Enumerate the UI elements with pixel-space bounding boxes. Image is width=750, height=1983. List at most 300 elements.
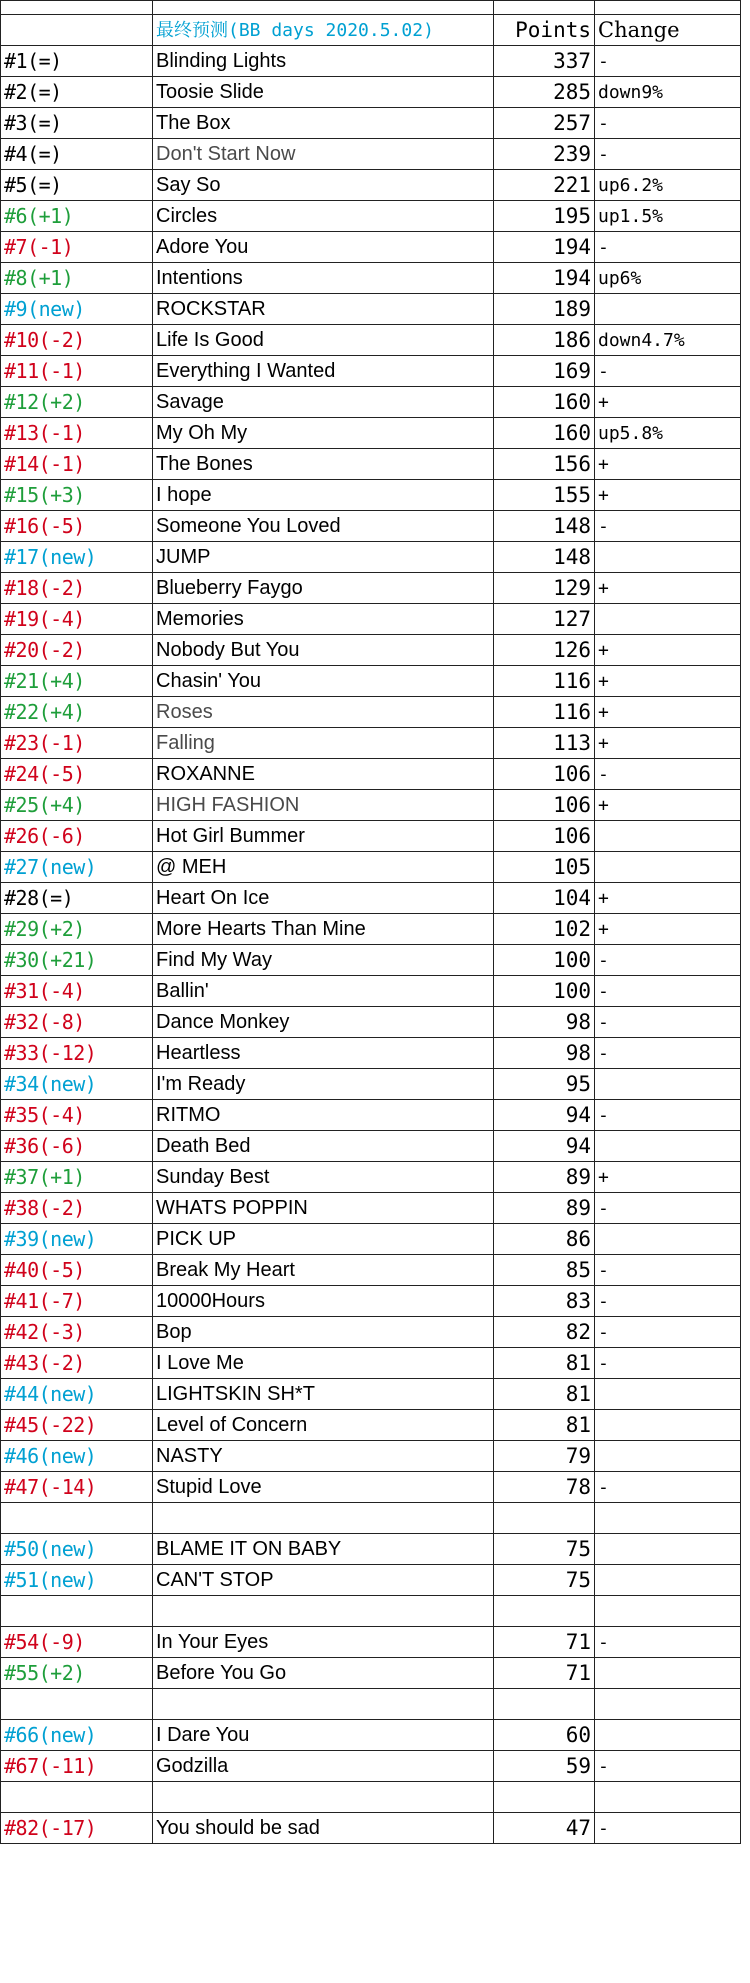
- table-row: [1, 294, 741, 325]
- rank-cell[interactable]: #28(=): [1, 883, 153, 914]
- song-cell[interactable]: You should be sad: [153, 1813, 494, 1844]
- table-row: [1, 728, 741, 759]
- change-cell[interactable]: up1.5%: [595, 201, 741, 232]
- change-header[interactable]: Change: [595, 15, 741, 46]
- table-row: [1, 1162, 741, 1193]
- rank-cell[interactable]: #29(+2): [1, 914, 153, 945]
- song-cell[interactable]: Intentions: [153, 263, 494, 294]
- table-row: [1, 976, 741, 1007]
- empty-cell[interactable]: [1, 1689, 153, 1720]
- points-cell[interactable]: 81: [494, 1348, 595, 1379]
- change-cell[interactable]: -: [595, 108, 741, 139]
- rank-cell[interactable]: #12(+2): [1, 387, 153, 418]
- points-cell[interactable]: 86: [494, 1224, 595, 1255]
- song-cell[interactable]: Heartless: [153, 1038, 494, 1069]
- table-row: [1, 1255, 741, 1286]
- points-cell[interactable]: 94: [494, 1131, 595, 1162]
- points-cell[interactable]: 47: [494, 1813, 595, 1844]
- song-cell[interactable]: I'm Ready: [153, 1069, 494, 1100]
- rank-cell[interactable]: #10(-2): [1, 325, 153, 356]
- song-cell[interactable]: Find My Way: [153, 945, 494, 976]
- song-cell[interactable]: Someone You Loved: [153, 511, 494, 542]
- rank-cell[interactable]: #38(-2): [1, 1193, 153, 1224]
- points-cell[interactable]: 129: [494, 573, 595, 604]
- table-row: [1, 1069, 741, 1100]
- song-cell[interactable]: @ MEH: [153, 852, 494, 883]
- header-row: [1, 15, 741, 46]
- empty-cell[interactable]: [494, 1782, 595, 1813]
- change-cell[interactable]: -: [595, 1286, 741, 1317]
- table-row: [1, 790, 741, 821]
- rank-cell[interactable]: #9(new): [1, 294, 153, 325]
- song-cell[interactable]: Bop: [153, 1317, 494, 1348]
- change-cell[interactable]: [595, 1224, 741, 1255]
- points-cell[interactable]: 337: [494, 46, 595, 77]
- empty-cell[interactable]: [153, 1782, 494, 1813]
- rank-cell[interactable]: #21(+4): [1, 666, 153, 697]
- rank-cell[interactable]: #40(-5): [1, 1255, 153, 1286]
- change-cell[interactable]: +: [595, 666, 741, 697]
- song-cell[interactable]: Heart On Ice: [153, 883, 494, 914]
- change-cell[interactable]: +: [595, 635, 741, 666]
- points-cell[interactable]: 116: [494, 666, 595, 697]
- rank-cell[interactable]: #1(=): [1, 46, 153, 77]
- points-cell[interactable]: 71: [494, 1658, 595, 1689]
- song-cell[interactable]: My Oh My: [153, 418, 494, 449]
- blank-row: [1, 1503, 741, 1534]
- table-row: [1, 1534, 741, 1565]
- rank-cell[interactable]: #66(new): [1, 1720, 153, 1751]
- song-cell[interactable]: Blinding Lights: [153, 46, 494, 77]
- song-cell[interactable]: LIGHTSKIN SH*T: [153, 1379, 494, 1410]
- table-title[interactable]: 最终预测(BB days 2020.5.02): [153, 15, 494, 46]
- points-cell[interactable]: 95: [494, 1069, 595, 1100]
- points-cell[interactable]: 81: [494, 1379, 595, 1410]
- rank-cell[interactable]: #46(new): [1, 1441, 153, 1472]
- points-cell[interactable]: 98: [494, 1007, 595, 1038]
- points-cell[interactable]: 60: [494, 1720, 595, 1751]
- rank-cell[interactable]: #11(-1): [1, 356, 153, 387]
- points-cell[interactable]: 160: [494, 418, 595, 449]
- blank-row: [1, 1596, 741, 1627]
- song-cell[interactable]: Death Bed: [153, 1131, 494, 1162]
- song-cell[interactable]: HIGH FASHION: [153, 790, 494, 821]
- change-cell[interactable]: -: [595, 1007, 741, 1038]
- points-cell[interactable]: 75: [494, 1534, 595, 1565]
- change-cell[interactable]: up6%: [595, 263, 741, 294]
- rank-cell[interactable]: #55(+2): [1, 1658, 153, 1689]
- table-row: [1, 170, 741, 201]
- cell[interactable]: [595, 1, 741, 15]
- points-cell[interactable]: 221: [494, 170, 595, 201]
- table-row: [1, 387, 741, 418]
- song-cell[interactable]: CAN'T STOP: [153, 1565, 494, 1596]
- song-cell[interactable]: I hope: [153, 480, 494, 511]
- rank-cell[interactable]: #16(-5): [1, 511, 153, 542]
- points-cell[interactable]: 89: [494, 1193, 595, 1224]
- points-cell[interactable]: 100: [494, 976, 595, 1007]
- points-cell[interactable]: 155: [494, 480, 595, 511]
- change-cell[interactable]: +: [595, 387, 741, 418]
- points-cell[interactable]: 116: [494, 697, 595, 728]
- change-cell[interactable]: [595, 1565, 741, 1596]
- change-cell[interactable]: up5.8%: [595, 418, 741, 449]
- song-cell[interactable]: Don't Start Now: [153, 139, 494, 170]
- rank-cell[interactable]: #43(-2): [1, 1348, 153, 1379]
- points-cell[interactable]: 106: [494, 821, 595, 852]
- table-row: [1, 883, 741, 914]
- table-row: [1, 1751, 741, 1782]
- song-cell[interactable]: Nobody But You: [153, 635, 494, 666]
- empty-cell[interactable]: [153, 1503, 494, 1534]
- blank-row: [1, 1689, 741, 1720]
- change-cell[interactable]: -: [595, 945, 741, 976]
- empty-cell[interactable]: [595, 1782, 741, 1813]
- table-row: [1, 356, 741, 387]
- change-cell[interactable]: -: [595, 139, 741, 170]
- rank-cell[interactable]: #41(-7): [1, 1286, 153, 1317]
- rank-cell[interactable]: #39(new): [1, 1224, 153, 1255]
- blank-row: [1, 1782, 741, 1813]
- song-cell[interactable]: Chasin' You: [153, 666, 494, 697]
- points-cell[interactable]: 106: [494, 790, 595, 821]
- points-cell[interactable]: 98: [494, 1038, 595, 1069]
- points-cell[interactable]: 75: [494, 1565, 595, 1596]
- points-cell[interactable]: 195: [494, 201, 595, 232]
- change-cell[interactable]: [595, 1131, 741, 1162]
- points-cell[interactable]: 71: [494, 1627, 595, 1658]
- table-row: [1, 1286, 741, 1317]
- table-row: [1, 1317, 741, 1348]
- table-row: [1, 263, 741, 294]
- table-row: [1, 1038, 741, 1069]
- table-row: [1, 945, 741, 976]
- points-cell[interactable]: 148: [494, 542, 595, 573]
- change-cell[interactable]: +: [595, 790, 741, 821]
- points-cell[interactable]: 59: [494, 1751, 595, 1782]
- song-cell[interactable]: Blueberry Faygo: [153, 573, 494, 604]
- change-cell[interactable]: +: [595, 449, 741, 480]
- rank-cell[interactable]: #44(new): [1, 1379, 153, 1410]
- table-row: [1, 1379, 741, 1410]
- change-cell[interactable]: [595, 852, 741, 883]
- change-cell[interactable]: [595, 604, 741, 635]
- table-row: [1, 1410, 741, 1441]
- rank-cell[interactable]: #18(-2): [1, 573, 153, 604]
- change-cell[interactable]: +: [595, 480, 741, 511]
- song-cell[interactable]: Godzilla: [153, 1751, 494, 1782]
- empty-cell[interactable]: [494, 1689, 595, 1720]
- song-cell[interactable]: Dance Monkey: [153, 1007, 494, 1038]
- song-cell[interactable]: NASTY: [153, 1441, 494, 1472]
- points-cell[interactable]: 127: [494, 604, 595, 635]
- change-cell[interactable]: [595, 821, 741, 852]
- rank-cell[interactable]: #67(-11): [1, 1751, 153, 1782]
- table-row: [1, 635, 741, 666]
- song-cell[interactable]: The Box: [153, 108, 494, 139]
- cell[interactable]: [494, 1, 595, 15]
- points-cell[interactable]: 102: [494, 914, 595, 945]
- cell[interactable]: [153, 1, 494, 15]
- table-row: [1, 697, 741, 728]
- table-row: [1, 573, 741, 604]
- table-row: [1, 914, 741, 945]
- change-cell[interactable]: -: [595, 232, 741, 263]
- song-cell[interactable]: 10000Hours: [153, 1286, 494, 1317]
- song-cell[interactable]: Memories: [153, 604, 494, 635]
- rank-cell[interactable]: #5(=): [1, 170, 153, 201]
- rank-cell[interactable]: #47(-14): [1, 1472, 153, 1503]
- table-row: [1, 852, 741, 883]
- empty-cell[interactable]: [595, 1596, 741, 1627]
- rank-cell[interactable]: #34(new): [1, 1069, 153, 1100]
- rank-cell[interactable]: #54(-9): [1, 1627, 153, 1658]
- song-cell[interactable]: Adore You: [153, 232, 494, 263]
- rank-cell[interactable]: #8(+1): [1, 263, 153, 294]
- change-cell[interactable]: +: [595, 1162, 741, 1193]
- song-cell[interactable]: WHATS POPPIN: [153, 1193, 494, 1224]
- points-cell[interactable]: 239: [494, 139, 595, 170]
- table-row: [1, 1565, 741, 1596]
- rank-cell[interactable]: #31(-4): [1, 976, 153, 1007]
- change-cell[interactable]: [595, 1379, 741, 1410]
- song-cell[interactable]: Everything I Wanted: [153, 356, 494, 387]
- change-cell[interactable]: down9%: [595, 77, 741, 108]
- song-cell[interactable]: Hot Girl Bummer: [153, 821, 494, 852]
- song-cell[interactable]: Roses: [153, 697, 494, 728]
- change-cell[interactable]: [595, 294, 741, 325]
- change-cell[interactable]: -: [595, 1751, 741, 1782]
- empty-cell[interactable]: [494, 1503, 595, 1534]
- table-row: [1, 1224, 741, 1255]
- change-cell[interactable]: -: [595, 976, 741, 1007]
- points-cell[interactable]: 100: [494, 945, 595, 976]
- change-cell[interactable]: up6.2%: [595, 170, 741, 201]
- rank-cell[interactable]: #2(=): [1, 77, 153, 108]
- rank-cell[interactable]: #82(-17): [1, 1813, 153, 1844]
- rank-cell[interactable]: #3(=): [1, 108, 153, 139]
- change-cell[interactable]: -: [595, 1100, 741, 1131]
- change-cell[interactable]: -: [595, 511, 741, 542]
- rank-cell[interactable]: #37(+1): [1, 1162, 153, 1193]
- rank-cell[interactable]: #13(-1): [1, 418, 153, 449]
- table-row: [1, 511, 741, 542]
- rank-cell[interactable]: #51(new): [1, 1565, 153, 1596]
- cell[interactable]: [1, 1, 153, 15]
- table-row: [1, 201, 741, 232]
- table-row: [1, 1627, 741, 1658]
- song-cell[interactable]: ROXANNE: [153, 759, 494, 790]
- change-cell[interactable]: -: [595, 1193, 741, 1224]
- points-cell[interactable]: 285: [494, 77, 595, 108]
- song-cell[interactable]: Life Is Good: [153, 325, 494, 356]
- song-cell[interactable]: Sunday Best: [153, 1162, 494, 1193]
- table-row: [1, 1348, 741, 1379]
- table-row: [1, 1441, 741, 1472]
- points-cell[interactable]: 194: [494, 263, 595, 294]
- change-cell[interactable]: -: [595, 1348, 741, 1379]
- song-cell[interactable]: Savage: [153, 387, 494, 418]
- rank-cell[interactable]: #24(-5): [1, 759, 153, 790]
- table-row: [1, 1658, 741, 1689]
- empty-cell[interactable]: [595, 1503, 741, 1534]
- points-cell[interactable]: 257: [494, 108, 595, 139]
- change-cell[interactable]: +: [595, 883, 741, 914]
- change-cell[interactable]: -: [595, 1038, 741, 1069]
- table-row: [1, 418, 741, 449]
- empty-cell[interactable]: [153, 1689, 494, 1720]
- song-cell[interactable]: I Love Me: [153, 1348, 494, 1379]
- points-cell[interactable]: 126: [494, 635, 595, 666]
- rank-cell[interactable]: #20(-2): [1, 635, 153, 666]
- empty-cell[interactable]: [1, 1596, 153, 1627]
- points-cell[interactable]: 104: [494, 883, 595, 914]
- table-row: [1, 1100, 741, 1131]
- change-cell[interactable]: +: [595, 573, 741, 604]
- points-cell[interactable]: 81: [494, 1410, 595, 1441]
- song-cell[interactable]: In Your Eyes: [153, 1627, 494, 1658]
- rank-cell[interactable]: #42(-3): [1, 1317, 153, 1348]
- song-cell[interactable]: Toosie Slide: [153, 77, 494, 108]
- points-cell[interactable]: 186: [494, 325, 595, 356]
- points-cell[interactable]: 194: [494, 232, 595, 263]
- rank-cell[interactable]: #30(+21): [1, 945, 153, 976]
- rank-cell[interactable]: #25(+4): [1, 790, 153, 821]
- rank-cell[interactable]: #27(new): [1, 852, 153, 883]
- empty-cell[interactable]: [153, 1596, 494, 1627]
- song-cell[interactable]: JUMP: [153, 542, 494, 573]
- table-row: [1, 1720, 741, 1751]
- table-row: [1, 821, 741, 852]
- table-row: [1, 542, 741, 573]
- points-cell[interactable]: 83: [494, 1286, 595, 1317]
- song-cell[interactable]: Break My Heart: [153, 1255, 494, 1286]
- change-cell[interactable]: +: [595, 697, 741, 728]
- table-row: [1, 480, 741, 511]
- rank-cell[interactable]: #32(-8): [1, 1007, 153, 1038]
- change-cell[interactable]: -: [595, 1317, 741, 1348]
- points-cell[interactable]: 79: [494, 1441, 595, 1472]
- table-row: [1, 1813, 741, 1844]
- rank-cell[interactable]: #6(+1): [1, 201, 153, 232]
- table-row: [1, 139, 741, 170]
- song-cell[interactable]: Circles: [153, 201, 494, 232]
- change-cell[interactable]: [595, 542, 741, 573]
- points-cell[interactable]: 89: [494, 1162, 595, 1193]
- rank-cell[interactable]: #45(-22): [1, 1410, 153, 1441]
- table-row: [1, 449, 741, 480]
- rank-cell[interactable]: #15(+3): [1, 480, 153, 511]
- rank-cell[interactable]: #36(-6): [1, 1131, 153, 1162]
- change-cell[interactable]: -: [595, 759, 741, 790]
- change-cell[interactable]: down4.7%: [595, 325, 741, 356]
- top-partial-row: [1, 1, 741, 15]
- table-row: [1, 1007, 741, 1038]
- change-cell[interactable]: [595, 1720, 741, 1751]
- points-cell[interactable]: 105: [494, 852, 595, 883]
- table-row: [1, 666, 741, 697]
- rank-cell[interactable]: #7(-1): [1, 232, 153, 263]
- song-cell[interactable]: Stupid Love: [153, 1472, 494, 1503]
- points-cell[interactable]: 85: [494, 1255, 595, 1286]
- change-cell[interactable]: [595, 1534, 741, 1565]
- song-cell[interactable]: RITMO: [153, 1100, 494, 1131]
- empty-cell[interactable]: [1, 1782, 153, 1813]
- table-row: [1, 46, 741, 77]
- points-cell[interactable]: 148: [494, 511, 595, 542]
- table-row: [1, 1472, 741, 1503]
- change-cell[interactable]: [595, 1658, 741, 1689]
- points-header[interactable]: Points: [494, 15, 595, 46]
- change-cell[interactable]: -: [595, 1627, 741, 1658]
- change-cell[interactable]: [595, 1441, 741, 1472]
- change-cell[interactable]: -: [595, 1472, 741, 1503]
- rank-cell[interactable]: #50(new): [1, 1534, 153, 1565]
- rank-cell[interactable]: #22(+4): [1, 697, 153, 728]
- change-cell[interactable]: [595, 1069, 741, 1100]
- rank-cell[interactable]: #19(-4): [1, 604, 153, 635]
- empty-cell[interactable]: [1, 1503, 153, 1534]
- rank-cell[interactable]: #17(new): [1, 542, 153, 573]
- change-cell[interactable]: +: [595, 914, 741, 945]
- table-row: [1, 108, 741, 139]
- table-row: [1, 232, 741, 263]
- song-cell[interactable]: PICK UP: [153, 1224, 494, 1255]
- points-cell[interactable]: 189: [494, 294, 595, 325]
- points-cell[interactable]: 94: [494, 1100, 595, 1131]
- song-cell[interactable]: ROCKSTAR: [153, 294, 494, 325]
- empty-cell[interactable]: [494, 1596, 595, 1627]
- song-cell[interactable]: Falling: [153, 728, 494, 759]
- table-row: [1, 759, 741, 790]
- song-cell[interactable]: Level of Concern: [153, 1410, 494, 1441]
- table-row: [1, 325, 741, 356]
- change-cell[interactable]: -: [595, 1813, 741, 1844]
- song-cell[interactable]: BLAME IT ON BABY: [153, 1534, 494, 1565]
- points-cell[interactable]: 156: [494, 449, 595, 480]
- change-cell[interactable]: +: [595, 728, 741, 759]
- table-row: [1, 1193, 741, 1224]
- change-cell[interactable]: -: [595, 46, 741, 77]
- song-cell[interactable]: Say So: [153, 170, 494, 201]
- change-cell[interactable]: -: [595, 356, 741, 387]
- rank-cell[interactable]: #26(-6): [1, 821, 153, 852]
- rank-cell[interactable]: #4(=): [1, 139, 153, 170]
- rank-cell[interactable]: #33(-12): [1, 1038, 153, 1069]
- header-blank-cell[interactable]: [1, 15, 153, 46]
- points-cell[interactable]: 113: [494, 728, 595, 759]
- song-cell[interactable]: Before You Go: [153, 1658, 494, 1689]
- points-cell[interactable]: 82: [494, 1317, 595, 1348]
- points-cell[interactable]: 78: [494, 1472, 595, 1503]
- song-cell[interactable]: I Dare You: [153, 1720, 494, 1751]
- table-row: [1, 604, 741, 635]
- table-row: [1, 77, 741, 108]
- song-cell[interactable]: The Bones: [153, 449, 494, 480]
- song-cell[interactable]: More Hearts Than Mine: [153, 914, 494, 945]
- points-cell[interactable]: 106: [494, 759, 595, 790]
- rank-cell[interactable]: #14(-1): [1, 449, 153, 480]
- table-row: [1, 1131, 741, 1162]
- rank-cell[interactable]: #35(-4): [1, 1100, 153, 1131]
- empty-cell[interactable]: [595, 1689, 741, 1720]
- points-cell[interactable]: 169: [494, 356, 595, 387]
- rank-cell[interactable]: #23(-1): [1, 728, 153, 759]
- points-cell[interactable]: 160: [494, 387, 595, 418]
- song-cell[interactable]: Ballin': [153, 976, 494, 1007]
- change-cell[interactable]: -: [595, 1255, 741, 1286]
- change-cell[interactable]: [595, 1410, 741, 1441]
